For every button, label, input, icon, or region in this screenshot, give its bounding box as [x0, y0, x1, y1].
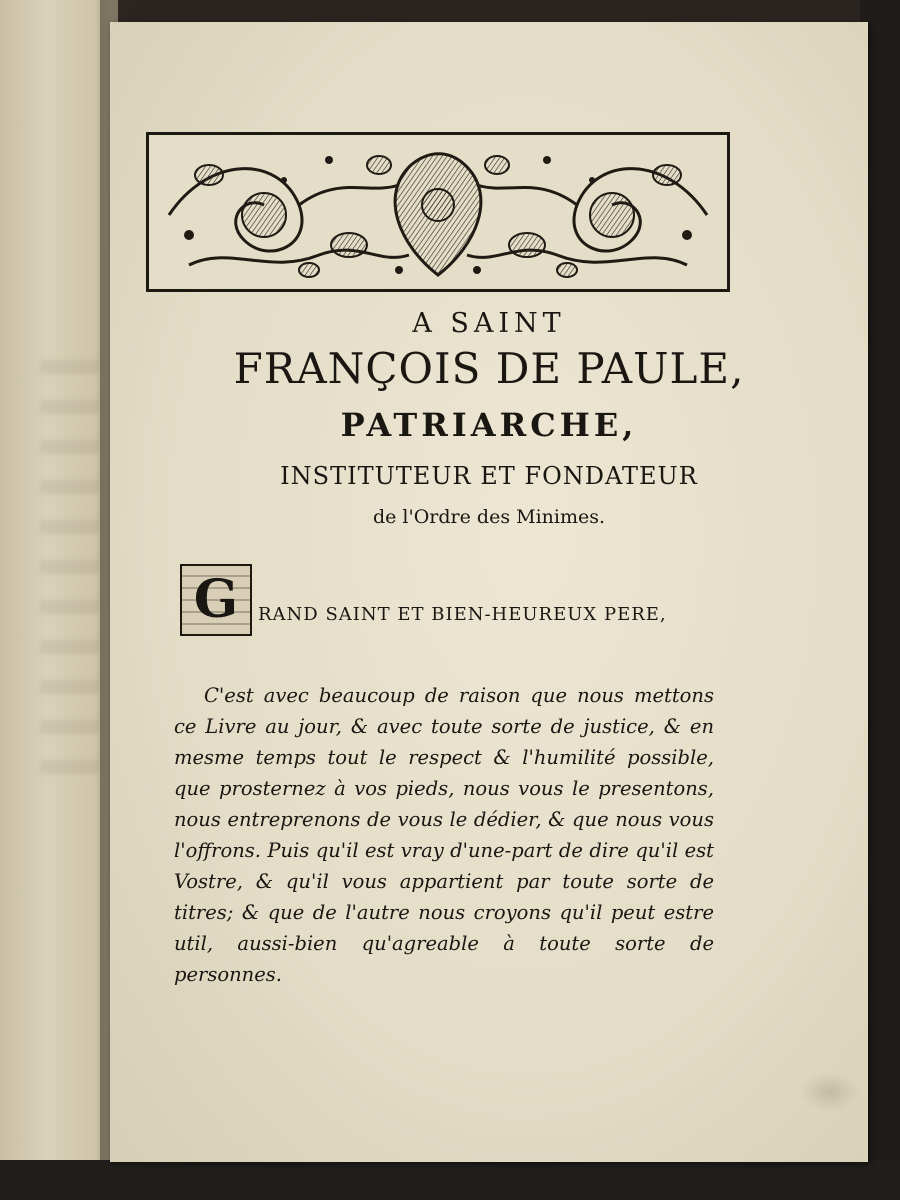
heading-line-2: FRANÇOIS DE PAULE, — [233, 344, 745, 393]
heading-line-3: PATRIARCHE, — [340, 406, 638, 444]
initial-letter: G — [193, 569, 239, 630]
background-bottom — [0, 1160, 900, 1200]
dedication-paragraph: C'est avec beaucoup de raison que nous mettons ce Livre au jour, & avec toute sorte de justice, & en mesme temps tout le respect & l'humilité possible, que prosternez à vos pieds, nous vous le presentons, nous entreprenons de vous le dédier, & que nous vous l'offrons. Puis qu'il est vray d'une-part de dire qu'il est Vostre, & qu'il vous appartient par toute sorte de titres; & que de l'autre nous croyons qu'il peut estre util, aussi-bien qu'agreable à toute sorte de personnes. — [174, 684, 714, 986]
book-page — [110, 22, 868, 1162]
heading-line-4: INSTITUTEUR ET FONDATEUR — [280, 462, 698, 490]
floral-ornament-banner — [146, 132, 730, 292]
heading-line-5: de l'Ordre des Minimes. — [372, 506, 606, 528]
floral-ornament-icon — [149, 135, 727, 289]
paper-stain — [800, 1072, 860, 1112]
decorated-initial — [180, 564, 252, 636]
left-page-bleed-through — [40, 360, 100, 780]
salutation: RAND SAINT ET BIEN-HEUREUX PERE, — [258, 604, 667, 625]
heading-line-1: A SAINT — [412, 308, 566, 339]
